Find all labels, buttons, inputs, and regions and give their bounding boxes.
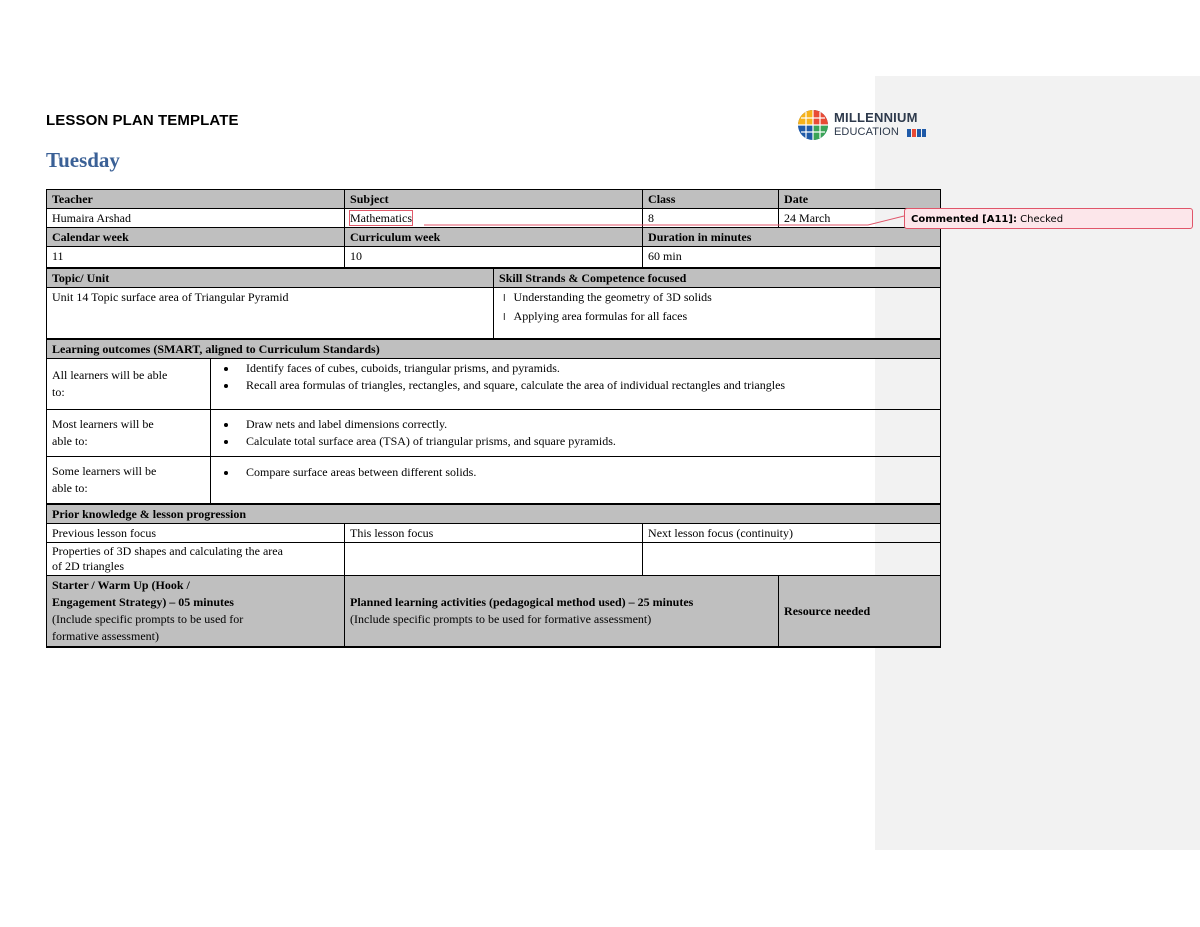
- comment-text: Checked: [1020, 214, 1064, 225]
- skills-label: Skill Strands & Competence focused: [494, 268, 941, 288]
- learning-outcomes-label: Learning outcomes (SMART, aligned to Curriculum Standards): [47, 339, 941, 359]
- previous-lesson-value[interactable]: Properties of 3D shapes and calculating the area of 2D triangles: [47, 543, 345, 576]
- previous-lesson-label: Previous lesson focus: [47, 524, 345, 543]
- teacher-label: Teacher: [47, 190, 345, 209]
- outcome-item: • Calculate total surface area (TSA) of triangular prisms, and square pyramids.: [238, 433, 935, 450]
- starter-header: Starter / Warm Up (Hook / Engagement Strategy) – 05 minutes (Include specific prompts to be used for formative assessment): [47, 576, 345, 648]
- curriculum-week-label: Curriculum week: [345, 228, 643, 247]
- skill-item: l Applying area formulas for all faces: [503, 308, 935, 327]
- topic-value[interactable]: Unit 14 Topic surface area of Triangular Pyramid: [47, 288, 494, 340]
- subject-label: Subject: [345, 190, 643, 209]
- prior-knowledge-label: Prior knowledge & lesson progression: [47, 504, 941, 524]
- class-value[interactable]: 8: [643, 209, 779, 228]
- comment-balloon[interactable]: [904, 208, 1193, 229]
- duration-label: Duration in minutes: [643, 228, 941, 247]
- subject-value: Mathematics: [350, 211, 412, 225]
- outcome-item: • Draw nets and label dimensions correctly.: [238, 416, 935, 433]
- topic-label: Topic/ Unit: [47, 268, 494, 288]
- class-label: Class: [643, 190, 779, 209]
- this-lesson-label: This lesson focus: [345, 524, 643, 543]
- planned-activities-header: Planned learning activities (pedagogical method used) – 25 minutes (Include specific prompts to be used for formative assessment): [345, 576, 779, 648]
- comment-author: Commented [A11]:: [911, 214, 1017, 225]
- outcome-item: • Compare surface areas between different solids.: [238, 464, 935, 481]
- teacher-value[interactable]: Humaira Arshad: [47, 209, 345, 228]
- most-learners-label: Most learners will be able to:: [47, 410, 211, 457]
- skill-item: l Understanding the geometry of 3D solids: [503, 289, 935, 308]
- all-learners-label: All learners will be able to:: [47, 359, 211, 410]
- logo-text-education: EDUCATION: [834, 126, 899, 138]
- resource-needed-header: Resource needed: [779, 576, 941, 648]
- curriculum-week-value[interactable]: 10: [345, 247, 643, 269]
- duration-value[interactable]: 60 min: [643, 247, 941, 269]
- calendar-week-value[interactable]: 11: [47, 247, 345, 269]
- document-title: LESSON PLAN TEMPLATE: [46, 112, 239, 129]
- date-label: Date: [779, 190, 941, 209]
- logo-text-millennium: MILLENNIUM: [834, 110, 918, 125]
- calendar-week-label: Calendar week: [47, 228, 345, 247]
- date-value[interactable]: 24 March: [779, 209, 941, 228]
- next-lesson-label: Next lesson focus (continuity): [643, 524, 941, 543]
- some-learners-label: Some learners will be able to:: [47, 457, 211, 505]
- outcome-item: • Recall area formulas of triangles, rectangles, and square, calculate the area of individual rectangles and triangles: [238, 377, 935, 394]
- day-heading: Tuesday: [46, 148, 120, 172]
- outcome-item: • Identify faces of cubes, cuboids, triangular prisms, and pyramids.: [238, 360, 935, 377]
